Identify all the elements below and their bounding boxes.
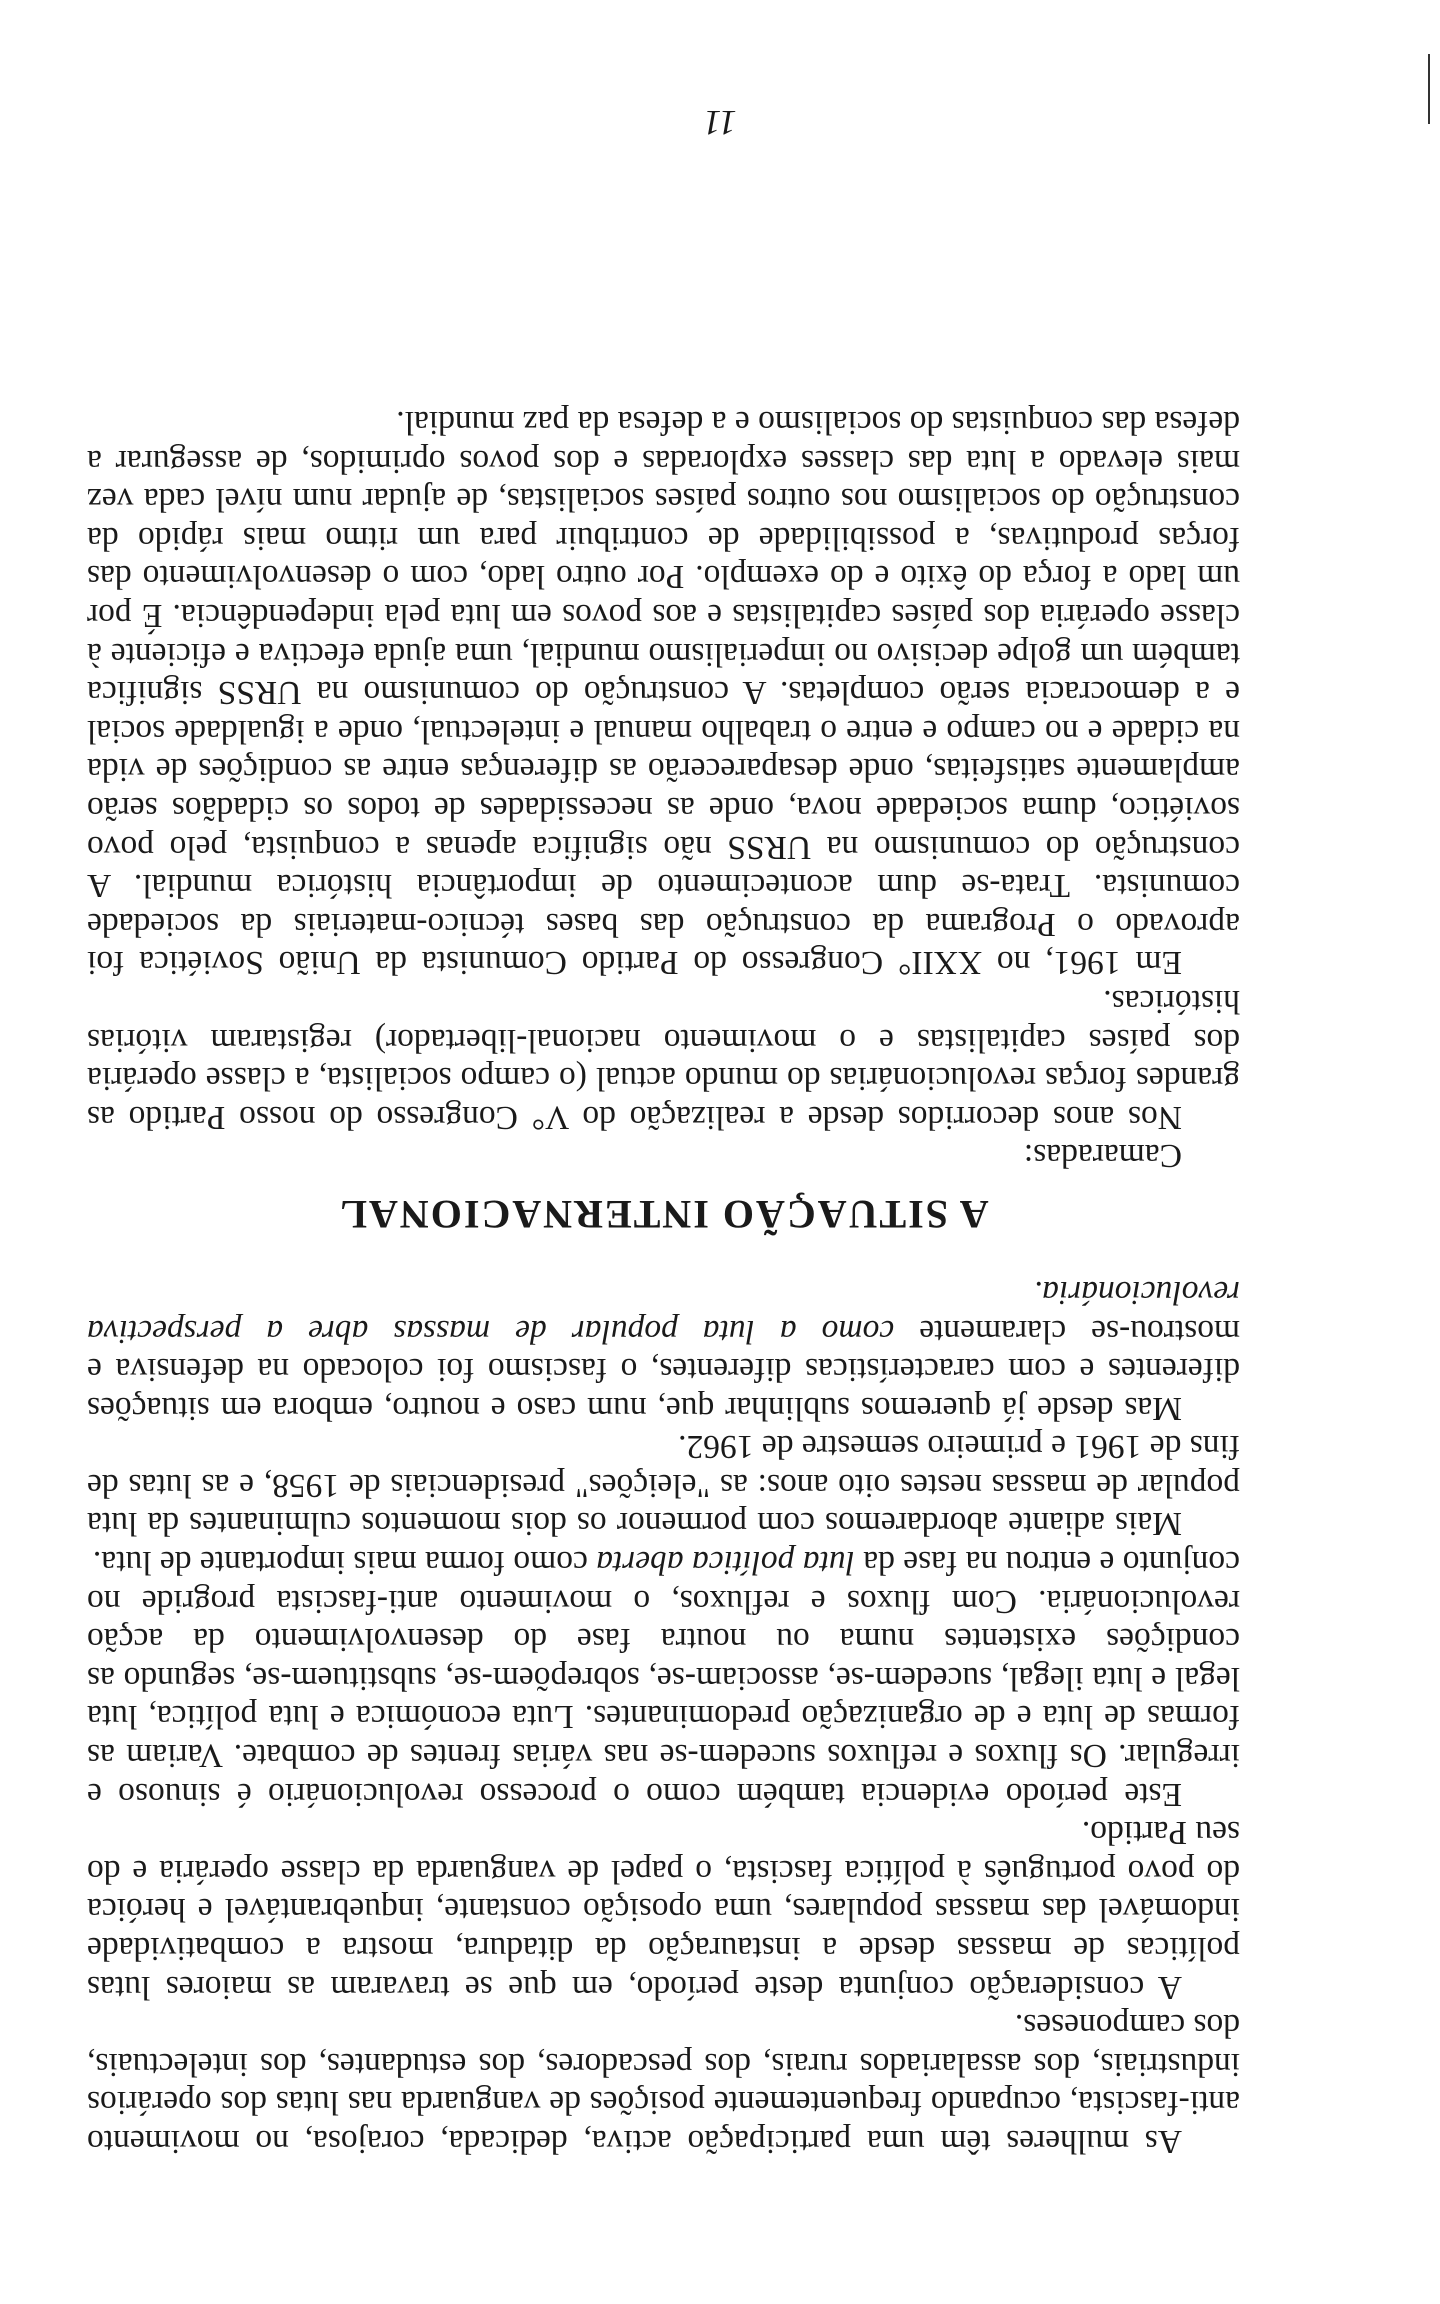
page-number: 11 [703,103,737,143]
paragraph [87,1272,1240,1426]
paragraph: Nos anos decorridos desde a realização do V° Congresso do nosso Partido as grandes forças revolucionárias do mundo actual (o campo socialista, a classe operária dos países capitalistas e o movimento nacional-libertador) registaram vitórias históricas. [87,982,1240,1136]
body-text [87,402,1240,2160]
salutation: Camaradas: [1023,1137,1182,1175]
section-title: A SITUAÇÃO INTERNACIONAL [338,1192,989,1238]
emphasis-text: como a luta popular de massas abre a perspectiva revolucionária. [87,1273,1240,1350]
text-run: Este período evidencia também como o processo revolucionário é sinuoso e irregular. Os fluxos e refluxos sucedem-se nas várias frentes de combate. Variam as formas de luta e de organização predominantes. Luta económica e luta política, luta legal e luta ilegal, sucedem-se, associam-se, sobrepõem-se, substituem-se, segundo as condições existentes numa ou noutra fase do desenvolvimento da acção revolucionária. Com fluxos e refluxos, o movimento anti-fascista progride no conjunto e entrou na fase da [87,1544,1240,1813]
paragraph [87,1543,1240,1813]
text-run: Mas desde já queremos sublinhar que, num caso e noutro, embora em situações diferentes e com características diferentes, o fascismo foi colocado na defensiva e mostrou-se claramente [87,1312,1240,1427]
paragraph: Mais adiante abordaremos com pormenor os dois momentos culminantes da luta popular de massas nestes oito anos: as "eleições" presidenciais de 1958, e as lutas de fins de 1961 e primeiro semestre de 1962. [87,1428,1240,1543]
paragraph: A consideração conjunta deste período, em que se travaram as maiores lutas políticas de massas desde a instauração da ditadura, mostra a combatividade indomável das massas populares, uma oposição constante, inquebrantável e heróica do povo português à política fascista, o papel de vanguarda da classe operária e do seu Partido. [87,1814,1240,2006]
text-run: como forma mais importante de luta. [92,1544,597,1582]
paragraph: Em 1961, no XXII° Congresso do Partido Comunista da União Soviética foi aprovado o Programa da construção das bases técnico-materiais da sociedade comunista. Trata-se dum acontecimento de importância histórica mundial. A construção do comunismo na URSS não significa apenas a conquista, pelo povo soviético, duma sociedade nova, onde as necessidades de todos os cidadãos serão amplamente satisfeitas, onde desaparecerão as diferenças entre as condições de vida na cidade e no campo e entre o trabalho manual e intelectual, onde a igualdade social e a democracia serão completas. A construção do comunismo na URSS significa também um golpe decisivo no imperialismo mundial, uma ajuda efectiva e eficiente à classe operária dos países capitalistas e aos povos em luta pela independência. É por um lado a força do êxito e do exemplo. Por outro lado, com o desenvolvimento das forças produtivas, a possibilidade de contribuir para um ritmo mais rápido da construção do socialismo nos outros países socialistas, de ajudar num nível cada vez mais elevado a luta das classes exploradas e dos povos oprimidos, de assegurar a defesa das conquistas do socialismo e a defesa da paz mundial. [87,404,1240,982]
paragraph: As mulheres têm uma participação activa, dedicada, corajosa, no movimento anti-fascista, ocupando frequentemente posições de vanguarda nas lutas dos operários industriais, dos assalariados rurais, dos pescadores, dos estudantes, dos intelectuais, dos camponeses. [87,2007,1240,2160]
emphasis-text: luta política aberta [596,1544,855,1582]
